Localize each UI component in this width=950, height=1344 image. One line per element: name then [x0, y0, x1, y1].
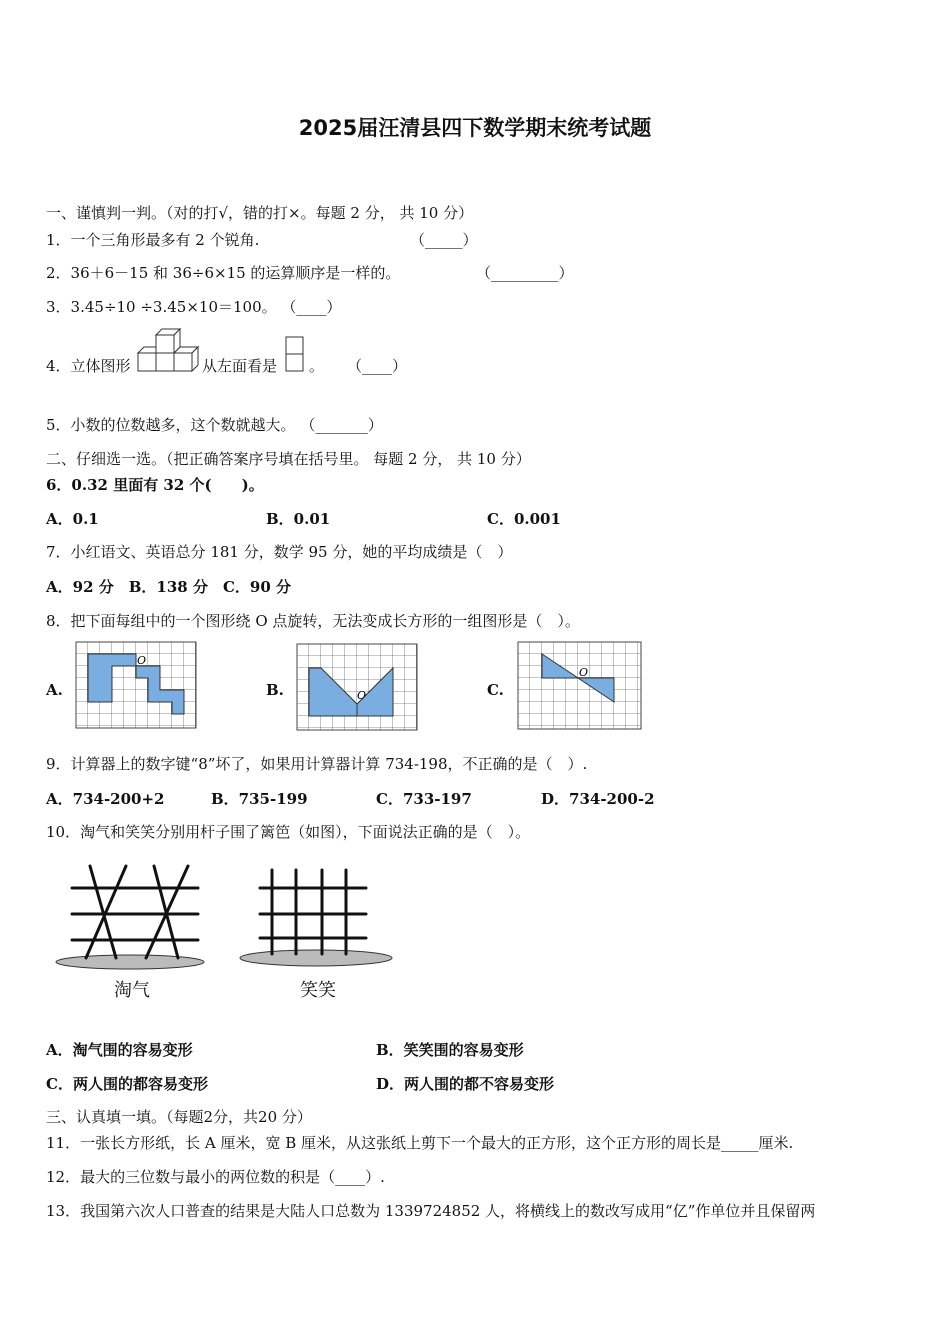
- question-4-suffix: 。: [309, 357, 325, 375]
- question-6: 6．0.32 里面有 32 个( )。: [46, 476, 264, 494]
- question-8-option-a-label[interactable]: A.: [46, 681, 63, 699]
- question-9-option-c[interactable]: C．733-197: [376, 790, 472, 808]
- question-12: 12．最大的三位数与最小的两位数的积是（____）.: [46, 1168, 385, 1186]
- question-10-option-a[interactable]: A．淘气围的容易变形: [46, 1041, 193, 1059]
- question-10-option-d[interactable]: D．两人围的都不容易变形: [376, 1075, 555, 1093]
- fence-taoqi-figure: [52, 858, 212, 1008]
- question-8: 8．把下面每组中的一个图形绕 O 点旋转，无法变成长方形的一组图形是（ ）。: [46, 612, 580, 630]
- question-9-option-b[interactable]: B．735-199: [211, 790, 308, 808]
- rotation-center-o: O: [137, 654, 147, 667]
- question-2-blank[interactable]: （_________）: [476, 264, 574, 282]
- question-11: 11．一张长方形纸，长 A 厘米，宽 B 厘米，从这张纸上剪下一个最大的正方形，这个正方形的周长是_____厘米.: [46, 1134, 794, 1152]
- question-4-prefix: 4．立体图形: [46, 357, 131, 375]
- question-9-option-d[interactable]: D．734-200-2: [541, 790, 655, 808]
- question-8-grid-b: [296, 643, 420, 732]
- question-8-grid-c: [517, 641, 644, 731]
- question-7: 7．小红语文、英语总分 181 分，数学 95 分，她的平均成绩是（ ）: [46, 543, 513, 561]
- question-6-option-c[interactable]: C．0.001: [487, 510, 561, 528]
- question-9: 9．计算器上的数字键“8”坏了，如果用计算器计算 734-198，不正确的是（ ）.: [46, 755, 588, 773]
- question-1-blank[interactable]: （_____）: [410, 231, 478, 249]
- question-6-option-b[interactable]: B．0.01: [266, 510, 331, 528]
- rotation-center-o: O: [579, 666, 589, 679]
- left-view-figure: [285, 336, 305, 374]
- question-6-option-a[interactable]: A．0.1: [46, 510, 99, 528]
- question-10-option-b[interactable]: B．笑笑围的容易变形: [376, 1041, 524, 1059]
- fence-taoqi-label: 淘气: [114, 980, 150, 1001]
- question-8-grid-a: [75, 641, 199, 730]
- question-10-option-c[interactable]: C．两人围的都容易变形: [46, 1075, 208, 1093]
- question-7-options[interactable]: A．92 分 B．138 分 C．90 分: [46, 578, 291, 596]
- question-13: 13．我国第六次人口普查的结果是大陆人口总数为 1339724852 人，将横线上的数改写成用“亿”作单位并且保留两: [46, 1202, 816, 1220]
- question-4-mid: 从左面看是: [202, 357, 278, 375]
- page-title: 2025届汪清县四下数学期末统考试题: [298, 116, 652, 140]
- fence-xiaoxiao-label: 笑笑: [300, 980, 336, 1001]
- question-8-option-b-label[interactable]: B.: [266, 681, 284, 699]
- question-10: 10．淘气和笑笑分别用杆子围了篱笆（如图），下面说法正确的是（ ）。: [46, 823, 531, 841]
- cube-stack-figure: [136, 327, 200, 373]
- question-4-blank[interactable]: （____）: [347, 357, 408, 375]
- question-2: 2．36＋6－15 和 36÷6×15 的运算顺序是一样的。: [46, 264, 401, 282]
- question-1: 1．一个三角形最多有 2 个锐角.: [46, 231, 260, 249]
- question-3: 3．3.45÷10 ÷3.45×10＝100。 （____）: [46, 298, 342, 316]
- section-1-heading: 一、谨慎判一判。（对的打√，错的打×。每题 2 分， 共 10 分）: [46, 204, 474, 222]
- section-3-heading: 三、认真填一填。（每题2分，共20 分）: [46, 1108, 312, 1126]
- section-2-heading: 二、仔细选一选。（把正确答案序号填在括号里。 每题 2 分， 共 10 分）: [46, 450, 531, 468]
- question-5: 5．小数的位数越多，这个数就越大。 （_______）: [46, 416, 383, 434]
- question-8-option-c-label[interactable]: C.: [487, 681, 504, 699]
- fence-xiaoxiao-figure: [238, 858, 398, 1008]
- question-9-option-a[interactable]: A．734-200+2: [46, 790, 165, 808]
- rotation-center-o: O: [357, 689, 367, 702]
